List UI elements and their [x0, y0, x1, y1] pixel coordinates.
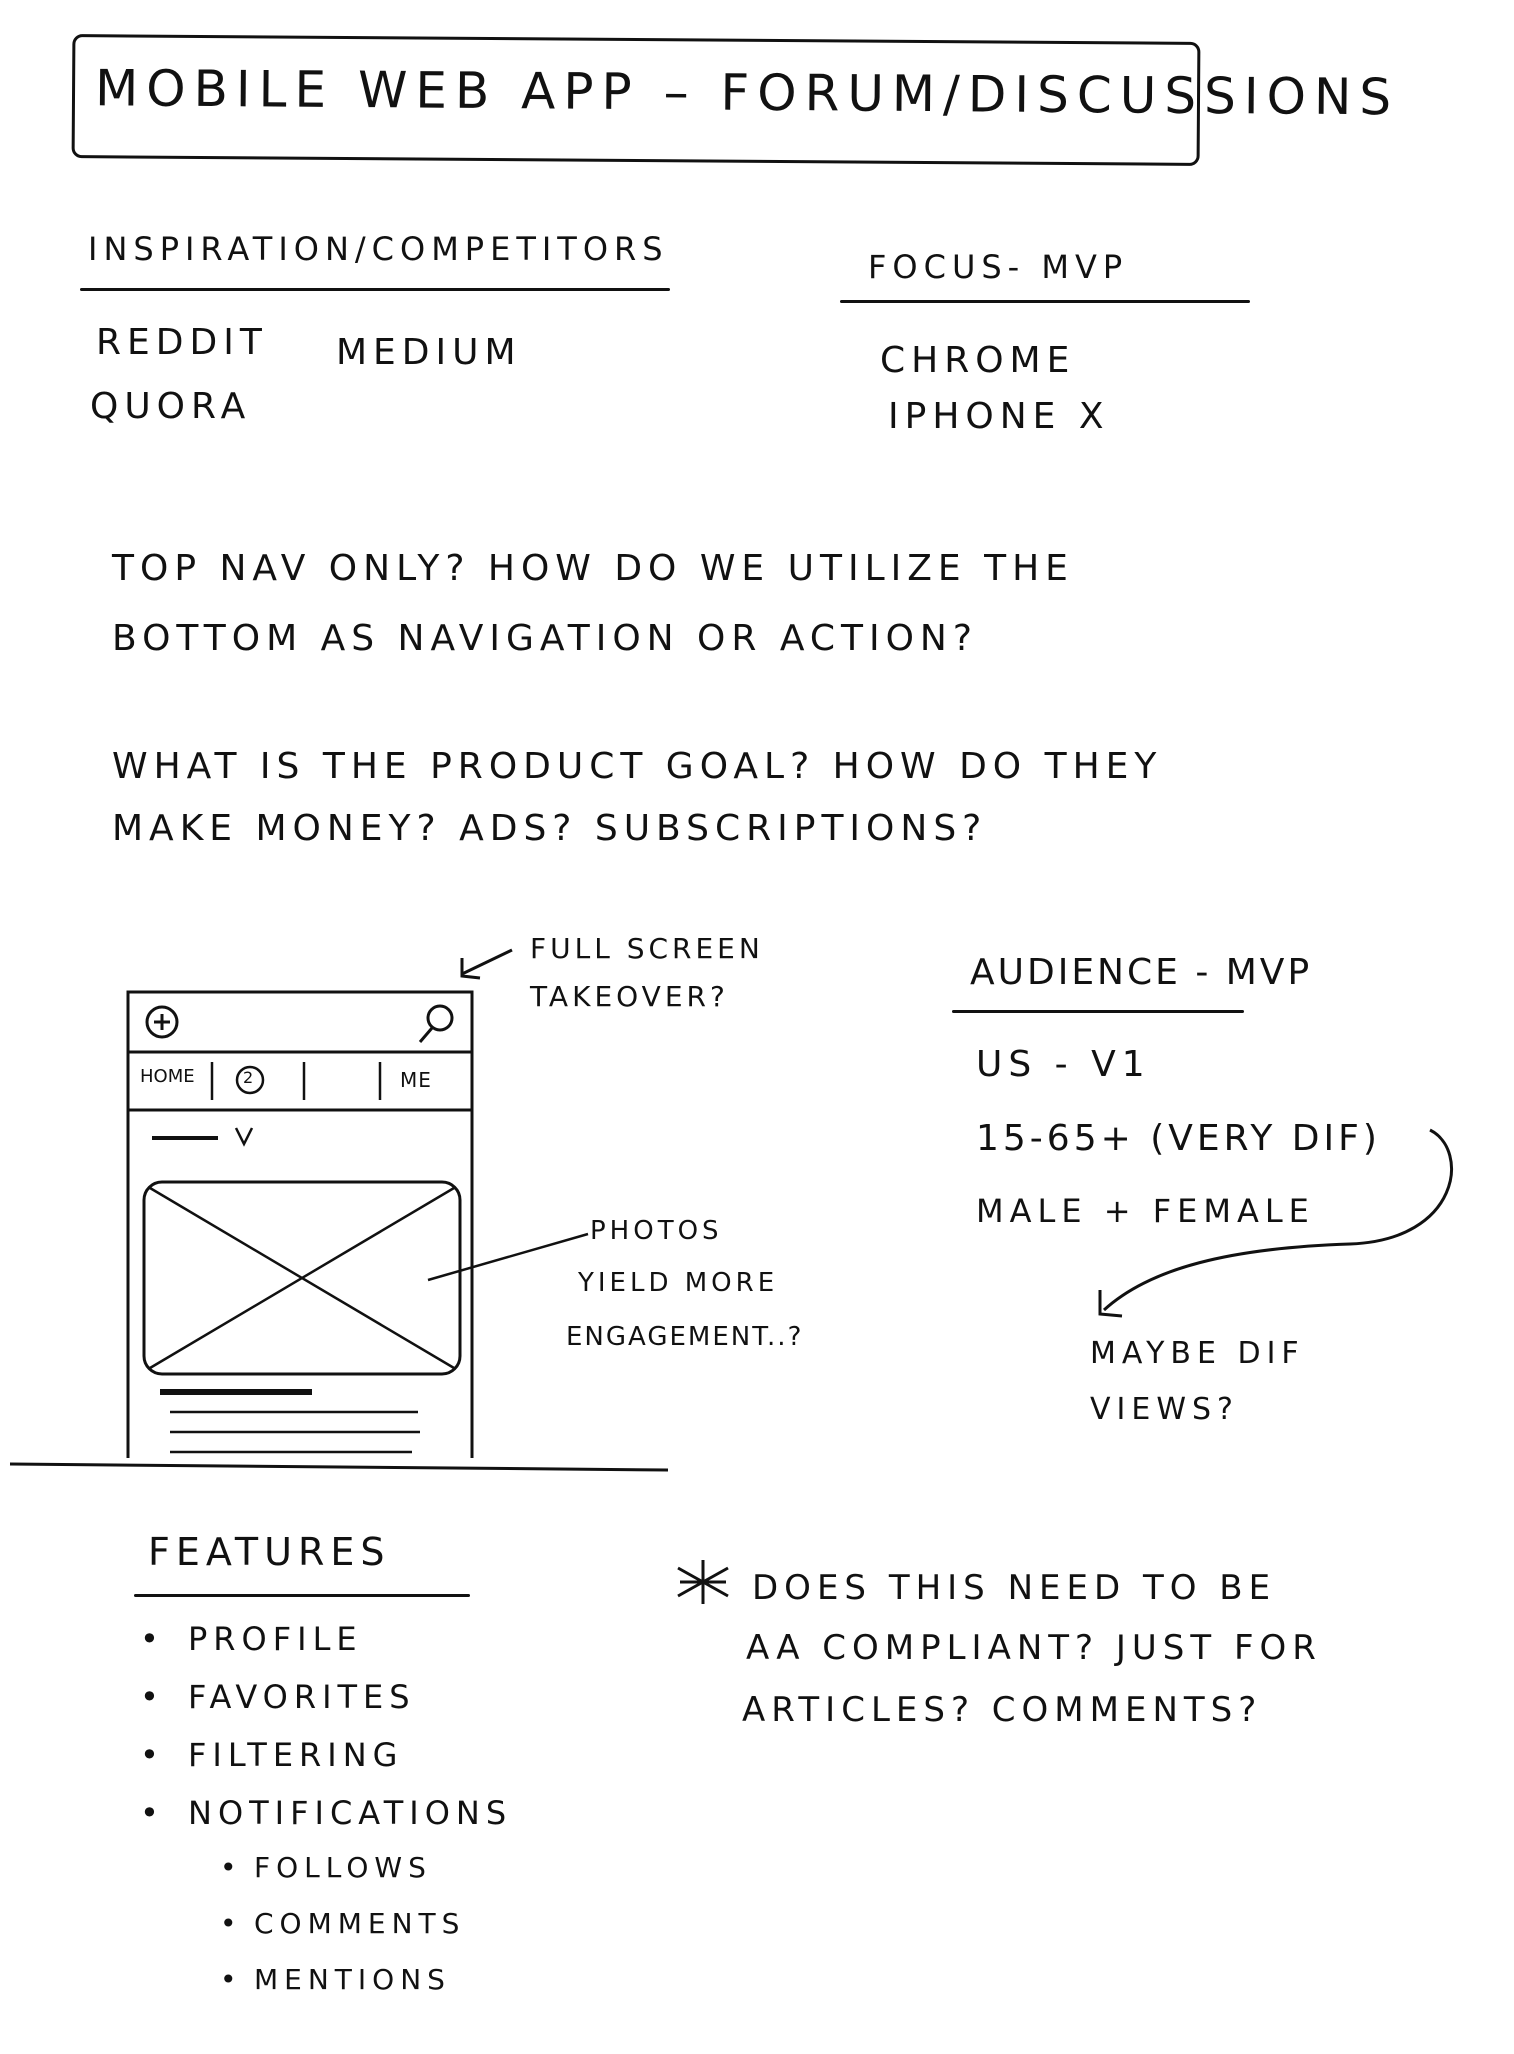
tab-home: HOME [140, 1066, 195, 1087]
audience-underline [952, 1010, 1244, 1013]
note-photos-line1: PHOTOS [590, 1216, 723, 1246]
notification-sub-list [220, 1840, 465, 2008]
compliance-line1: DOES THIS NEED TO BE [752, 1568, 1277, 1608]
focus-item-iphone: IPHONE X [888, 396, 1110, 437]
chevron-down-icon [236, 1128, 252, 1144]
phone-frame [128, 992, 472, 1458]
photos-pointer [428, 1234, 588, 1280]
inspiration-item-reddit: REDDIT [96, 322, 268, 363]
page-title: MOBILE WEB APP – FORUM/DISCUSSIONS [94, 59, 1400, 127]
audience-item-region: US - V1 [976, 1044, 1151, 1085]
asterisk-icon [678, 1560, 728, 1604]
tab-me: ME [400, 1068, 432, 1092]
audience-item-gender: MALE + FEMALE [976, 1192, 1315, 1230]
notification-sub-item: • FOLLOWS [220, 1840, 465, 1896]
inspiration-item-quora: QUORA [90, 386, 252, 427]
focus-heading: FOCUS- MVP [868, 248, 1129, 286]
note-photos-line2: YIELD MORE [578, 1268, 779, 1298]
image-placeholder-icon [144, 1182, 460, 1374]
inspiration-heading: INSPIRATION/COMPETITORS [88, 230, 669, 268]
focus-item-chrome: CHROME [880, 340, 1076, 381]
note-photos-line3: ENGAGEMENT..? [566, 1322, 804, 1352]
audience-note-line2: VIEWS? [1090, 1392, 1239, 1427]
features-underline [134, 1594, 470, 1597]
feature-item: • FAVORITES [140, 1668, 512, 1726]
audience-item-age: 15-65+ (VERY DIF) [976, 1118, 1381, 1159]
question-goal-line2: MAKE MONEY? ADS? SUBSCRIPTIONS? [112, 808, 988, 849]
notification-sub-item: • COMMENTS [220, 1896, 465, 1952]
inspiration-item-medium: MEDIUM [336, 332, 522, 373]
search-icon [420, 1006, 452, 1042]
notification-sub-item: • MENTIONS [220, 1952, 465, 2008]
feature-item: • PROFILE [140, 1610, 512, 1668]
feature-item: • NOTIFICATIONS [140, 1784, 512, 1842]
arrow-icon [462, 950, 512, 978]
plus-circle-icon [147, 1007, 177, 1037]
note-fullscreen-line2: TAKEOVER? [530, 980, 729, 1013]
compliance-line3: ARTICLES? COMMENTS? [742, 1690, 1263, 1730]
ground-line [10, 1464, 668, 1470]
features-list [140, 1610, 512, 1842]
audience-heading: AUDIENCE - MVP [970, 952, 1313, 993]
note-fullscreen-line1: FULL SCREEN [530, 932, 764, 965]
question-nav-line2: BOTTOM AS NAVIGATION OR ACTION? [112, 618, 978, 659]
feature-item: • FILTERING [140, 1726, 512, 1784]
question-goal-line1: WHAT IS THE PRODUCT GOAL? HOW DO THEY [112, 746, 1163, 787]
tab-badge: 2 [243, 1068, 254, 1087]
question-nav-line1: TOP NAV ONLY? HOW DO WE UTILIZE THE [112, 548, 1074, 589]
features-heading: FEATURES [148, 1530, 391, 1574]
compliance-line2: AA COMPLIANT? JUST FOR [746, 1628, 1322, 1668]
audience-note-line1: MAYBE DIF [1090, 1336, 1305, 1371]
